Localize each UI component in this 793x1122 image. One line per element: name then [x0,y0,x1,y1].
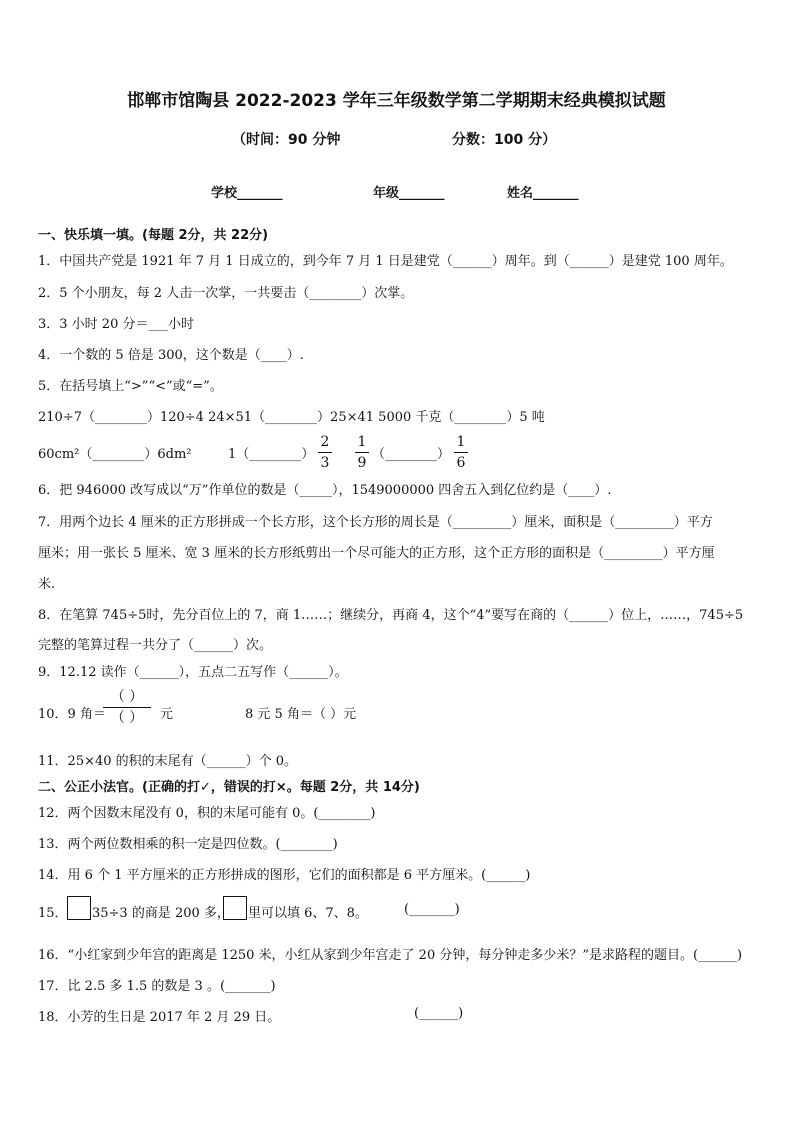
q15-mid: 35÷3 的商是 200 多， [92,906,230,921]
question-6: 6．把 946000 改写成以“万”作单位的数是（_____），1549000000 四舍五入到亿位约是（____）. [38,483,612,498]
q10-unit: 元 [160,707,174,722]
answer-box [67,896,91,920]
question-7-line-2: 厘米；用一张长 5 厘米、宽 3 厘米的长方形纸剪出一个尽可能大的正方形，这个正方形的面积是（_________）平方厘 [38,546,715,561]
fraction-numerator: （ ） [110,689,144,705]
question-7-line-3: 米. [38,577,56,592]
question-5-row-1: 210÷7（________）120÷4 24×51（________）25×41 5000 千克（________）5 吨 [38,410,545,425]
q15-suffix: 里可以填 6、7、8。 [248,906,368,921]
question-18-blank: (______) [414,1006,464,1021]
fraction-numerator: 1 [456,434,466,450]
question-18: 18．小芳的生日是 2017 年 2 月 29 日。 [38,1010,281,1025]
fraction-2-3 [318,433,332,472]
question-12: 12．两个因数末尾没有 0，积的末尾可能有 0。(________) [38,806,376,821]
question-9: 9．12.12 读作（______），五点二五写作（______）。 [38,665,348,680]
compare-blank: （________） [372,447,451,462]
q10-fraction [103,688,151,727]
compare-one: 1（________） [228,447,315,462]
exam-time: （时间：90 分钟 [232,132,341,148]
question-7-line-1: 7．用两个边长 4 厘米的正方形拼成一个长方形，这个长方形的周长是（_________）厘米，面积是（_________）平方 [38,515,713,530]
q15-blank: (_______) [404,902,460,917]
question-16: 16．“小红家到少年宫的距离是 1250 米，小红从家到少年宫走了 20 分钟，每分钟走多少米？”是求路程的题目。(______) [38,948,743,963]
name-field: 姓名_______ [507,186,579,201]
question-2: 2．5 个小朋友，每 2 人击一次掌，一共要击（________）次掌。 [38,286,414,301]
fraction-denominator: 9 [357,455,367,471]
fraction-1-9 [355,433,369,472]
fraction-denominator: 3 [320,455,330,471]
fraction-1-6 [454,433,468,472]
question-8-line-1: 8．在笔算 745÷5时，先分百位上的 7，商 1……；继续分，再商 4，这个“4”要写在商的（______）位上，……，745÷5 [38,608,744,623]
question-13: 13．两个两位数相乘的积一定是四位数。(________) [38,837,338,852]
school-field: 学校_______ [211,186,283,201]
compare-area: 60cm²（________）6dm² [38,447,192,462]
answer-box [223,896,247,920]
question-8-line-2: 完整的笔算过程一共分了（______）次。 [38,638,273,653]
question-3: 3．3 小时 20 分＝___小时 [38,317,194,332]
question-17: 17．比 2.5 多 1.5 的数是 3 。(_______) [38,979,276,994]
fraction-denominator: 6 [456,455,466,471]
grade-field: 年级_______ [373,186,445,201]
fraction-numerator: 2 [320,434,330,450]
q10-prefix: 10．9 角＝ [38,707,106,722]
section-1-heading: 一、快乐填一填。(每题 2分，共 22分) [38,228,269,243]
question-1: 1．中国共产党是 1921 年 7 月 1 日成立的，到今年 7 月 1 日是建党（______）周年。到（______）是建党 100 周年。 [38,254,733,269]
exam-title: 邯郸市馆陶县 2022-2023 学年三年级数学第二学期期末经典模拟试题 [127,91,666,111]
section-2-heading: 二、公正小法官。(正确的打✓，错误的打×。每题 2分，共 14分) [38,780,420,795]
q10-second: 8 元 5 角＝（ ）元 [245,707,357,722]
question-14: 14．用 6 个 1 平方厘米的正方形拼成的图形，它们的面积都是 6 平方厘米。(______) [38,868,531,883]
question-4: 4．一个数的 5 倍是 300，这个数是（____）. [38,348,304,363]
exam-score: 分数：100 分） [452,132,557,148]
q15-prefix: 15． [38,906,68,921]
fraction-numerator: 1 [357,434,367,450]
question-11: 11．25×40 的积的末尾有（______）个 0。 [38,754,298,769]
fraction-denominator: （ ） [110,710,144,726]
question-5: 5．在括号填上“>”“<”或“=”。 [38,379,223,394]
